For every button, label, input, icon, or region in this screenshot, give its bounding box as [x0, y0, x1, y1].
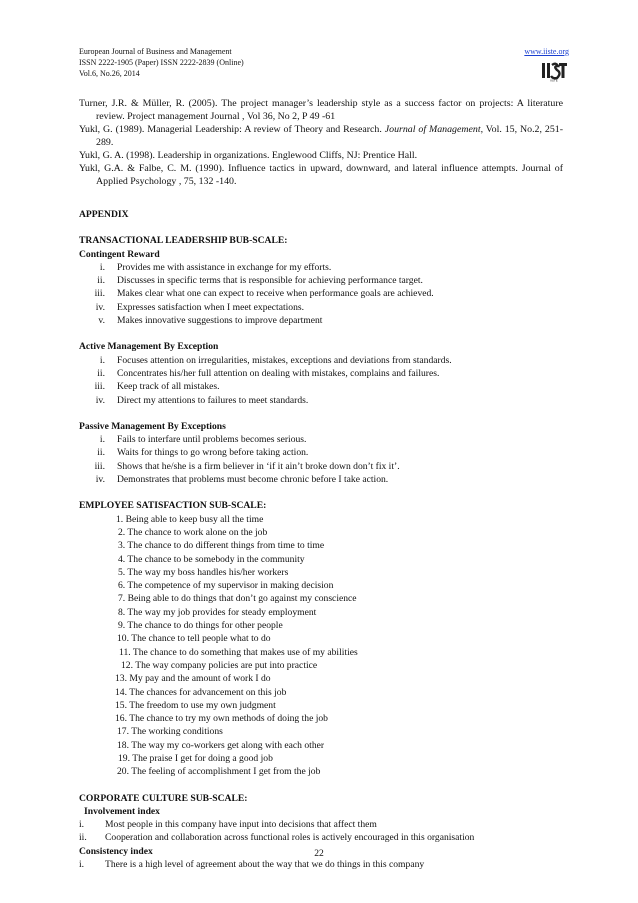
item-text: Shows that he/she is a firm believer in ‘if it ain’t broke down don’t fix it’. [117, 460, 400, 472]
list-item [79, 858, 563, 871]
satisfaction-item: 1. Being able to keep busy all the time [116, 513, 264, 525]
item-text: Focuses attention on irregularities, mistakes, exceptions and deviations from standards. [117, 354, 452, 366]
item-number: ii. [97, 367, 105, 379]
reference-entry: Yukl, G. A. (1998). Leadership in organizations. Englewood Cliffs, NJ: Prentice Hall. [79, 150, 418, 161]
item-number: i. [79, 819, 85, 831]
item-text: Expresses satisfaction when I meet expectations. [117, 301, 305, 313]
journal-url-link[interactable]: www.iiste.org [524, 47, 569, 56]
contingent-title: Contingent Reward [79, 248, 160, 260]
satisfaction-item: 19. The praise I get for doing a good job [118, 752, 273, 764]
reference-entry: Yukl, G.A. & Falbe, C. M. (1990). Influence tactics in upward, downward, and lateral influence attempts. Journal of Applied Psychology , 75, 132 -140. [79, 163, 563, 187]
reference-entry: Turner, J.R. & Müller, R. (2005). The project manager’s leadership style as a success factor on projects: A literature review. Project management Journal , Vol 36, No 2, P 49 -61 [79, 98, 563, 122]
journal-header [79, 46, 244, 79]
item-number: ii. [97, 447, 105, 459]
item-text: Keep track of all mistakes. [117, 381, 220, 393]
item-number: i. [99, 434, 105, 446]
satisfaction-item: 16. The chance to try my own methods of doing the job [115, 713, 328, 725]
satisfaction-item: 8. The way my job provides for steady employment [118, 606, 317, 618]
satisfaction-item: 6. The competence of my supervisor in making decision [118, 580, 334, 592]
involvement-title: Involvement index [84, 805, 160, 817]
satisfaction-item: 5. The way my boss handles his/her workers [118, 566, 289, 578]
passive-title: Passive Management By Exceptions [79, 420, 226, 432]
list-item [79, 367, 563, 380]
reference-entry: Yukl, G. (1989). Managerial Leadership: A review of Theory and Research. Journal of Management, Vol. 15, No.2, 251-289. [79, 124, 563, 148]
satisfaction-item: 13. My pay and the amount of work I do [115, 673, 271, 685]
page-number: 22 [314, 848, 324, 859]
list-item [79, 831, 563, 844]
consistency-list [79, 858, 563, 871]
item-text: Most people in this company have input into decisions that affect them [105, 819, 377, 831]
list-item [79, 380, 563, 393]
list-item [79, 818, 563, 831]
list-item [79, 274, 563, 287]
item-text: Discusses in specific terms that is responsible for achieving performance target. [117, 275, 423, 287]
satisfaction-item: 12. The way company policies are put into practice [121, 659, 318, 671]
corporate-title: CORPORATE CULTURE SUB-SCALE: [79, 792, 248, 804]
list-item [79, 460, 563, 473]
appendix-title: APPENDIX [79, 209, 129, 220]
item-text: Makes clear what one can expect to receive when performance goals are achieved. [117, 288, 434, 300]
satisfaction-item: 18. The way my co-workers get along with each other [117, 739, 325, 751]
employee-title: EMPLOYEE SATISFACTION SUB-SCALE: [79, 500, 267, 512]
item-number: iii. [94, 381, 105, 393]
appendix-body [79, 208, 563, 871]
item-number: v. [98, 315, 105, 327]
item-number: iv. [95, 474, 105, 486]
contingent-list [79, 261, 563, 327]
item-number: i. [99, 354, 105, 366]
item-number: iv. [95, 394, 105, 406]
satisfaction-item: 2. The chance to work alone on the job [118, 526, 268, 538]
employee-list [79, 513, 563, 779]
item-number: i. [99, 261, 105, 273]
item-text: Makes innovative suggestions to improve department [117, 315, 323, 327]
item-number: iv. [95, 301, 105, 313]
list-item [79, 301, 563, 314]
item-text: Cooperation and collaboration across functional roles is actively encouraged in this organisation [105, 832, 475, 844]
passive-list [79, 433, 563, 486]
item-text: Concentrates his/her full attention on dealing with mistakes, complains and failures. [117, 367, 440, 379]
item-number: ii. [97, 275, 105, 287]
item-text: Provides me with assistance in exchange for my efforts. [117, 261, 332, 273]
item-number: iii. [94, 460, 105, 472]
iiste-logo [540, 60, 568, 82]
satisfaction-item: 11. The chance to do something that makes use of my abilities [119, 646, 358, 658]
journal-volume: Vol.6, No.26, 2014 [79, 69, 140, 78]
list-item [79, 287, 563, 300]
active-list [79, 354, 563, 407]
satisfaction-item: 7. Being able to do things that don’t go against my conscience [118, 593, 357, 605]
item-text: Demonstrates that problems must become chronic before I take action. [117, 474, 389, 486]
list-item [79, 314, 563, 327]
satisfaction-item: 4. The chance to be somebody in the community [118, 553, 305, 565]
journal-url-container [524, 46, 569, 57]
item-number: i. [79, 859, 85, 871]
satisfaction-item: 10. The chance to tell people what to do [117, 633, 271, 645]
item-number: ii. [79, 832, 87, 844]
list-item [79, 354, 563, 367]
references-section [79, 97, 563, 188]
satisfaction-item: 3. The chance to do different things from time to time [118, 540, 325, 552]
item-text: Fails to interfare until problems becomes serious. [117, 434, 307, 446]
list-item [79, 473, 563, 486]
satisfaction-item: 15. The freedom to use my own judgment [115, 699, 276, 711]
svg-text:IISTE: IISTE [550, 78, 558, 82]
active-title: Active Management By Exception [79, 341, 219, 353]
list-item [79, 446, 563, 459]
list-item [79, 394, 563, 407]
list-item [79, 433, 563, 446]
item-number: iii. [94, 288, 105, 300]
item-text: Direct my attentions to failures to meet standards. [117, 394, 309, 406]
satisfaction-item: 20. The feeling of accomplishment I get from the job [117, 766, 321, 778]
item-text: Waits for things to go wrong before taking action. [117, 447, 309, 459]
consistency-title: Consistency index [79, 845, 153, 857]
journal-issn: ISSN 2222-1905 (Paper) ISSN 2222-2839 (Online) [79, 58, 244, 67]
involvement-list [79, 818, 563, 845]
transactional-title: TRANSACTIONAL LEADERSHIP BUB-SCALE: [79, 235, 288, 247]
satisfaction-item: 14. The chances for advancement on this job [115, 686, 287, 698]
journal-name: European Journal of Business and Management [79, 47, 232, 56]
satisfaction-item: 9. The chance to do things for other people [118, 620, 283, 632]
item-text: There is a high level of agreement about the way that we do things in this company [105, 859, 425, 871]
list-item [79, 261, 563, 274]
satisfaction-item: 17. The working conditions [117, 726, 223, 738]
